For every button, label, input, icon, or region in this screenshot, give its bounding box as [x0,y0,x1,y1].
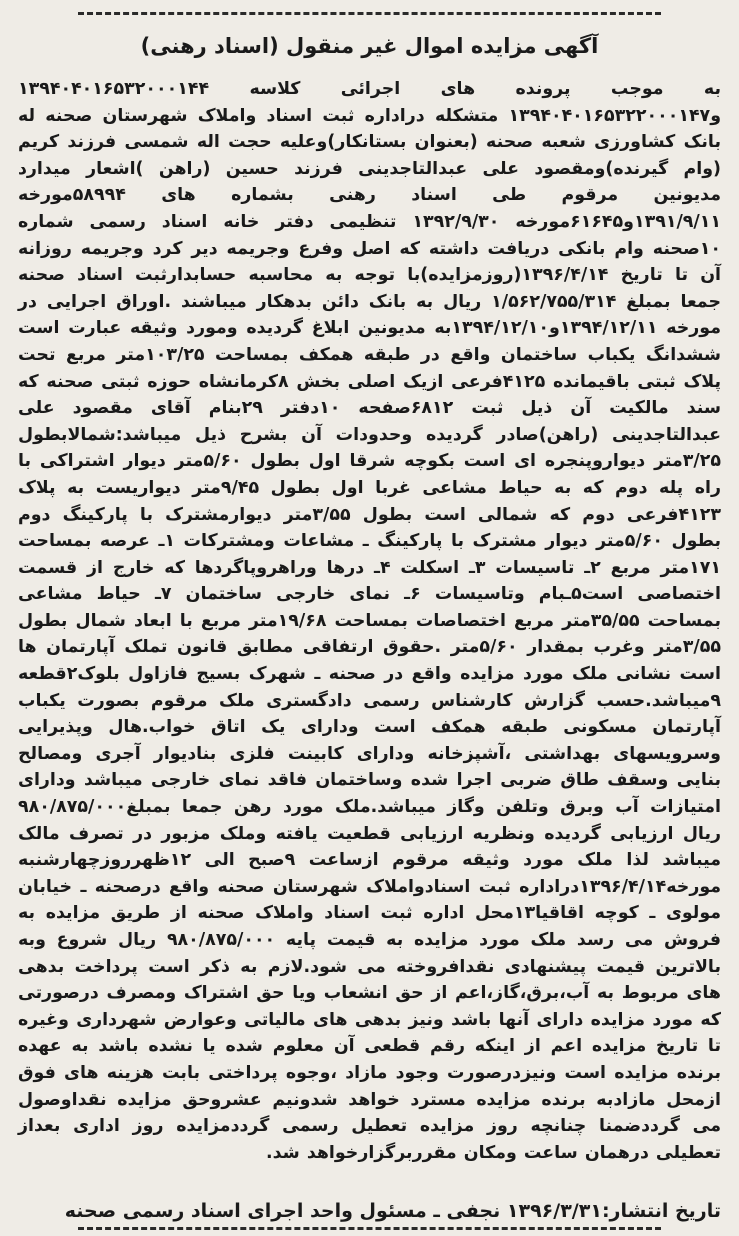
notice-footer: تاریخ انتشار:۱۳۹۶/۳/۳۱ نجفی ـ مسئول واحد اجرای اسناد رسمی صحنه [64,1200,721,1222]
notice-title: آگهی مزایده اموال غیر منقول (اسناد رهنی) [140,34,599,58]
bottom-dashed-border [78,1227,661,1230]
top-dashed-border [78,12,661,15]
notice-body: به موجب پرونده های اجرائی کلاسه ۱۳۹۴۰۴۰۱۶۵۳۲۰۰۰۱۴۴ و۱۳۹۴۰۴۰۱۶۵۳۲۲۰۰۰۱۴۷ متشکله دراداره ثبت اسناد واملاک شهرستان صحنه له بانک کشاورزی شعبه صحنه (بعنوان بستانکار)وعلیه حجت اله شمسی فرزند کریم (وام گیرنده)ومقصود علی عبدالتاجدینی فرزند حسین (راهن )اشعار میدارد مدیونین مرقوم طی اسناد رهنی بشماره های ۵۸۹۹۴مورخه ۱۳۹۱/۹/۱۱و۶۱۶۴۵مورخه ۱۳۹۲/۹/۳۰ تنظیمی دفتر خانه اسناد رسمی شماره ۱۰صحنه وام بانکی دریافت داشته که اصل وفرع وجریمه دیر کرد وجریمه روزانه آن تا تاریخ ۱۳۹۶/۴/۱۴(روزمزایده)با توجه به محاسبه حسابدارثبت اسناد صحنه جمعا بمبلغ ۱/۵۶۲/۷۵۵/۳۱۴ ریال به بانک دائن بدهکار میباشند .اوراق اجرایی در مورخه ۱۳۹۴/۱۲/۱۱و۱۳۹۴/۱۲/۱۰به مدیونین ابلاغ گردیده ومورد وثیقه عبارت است ششدانگ یکباب ساختمان واقع در طبقه همکف بمساحت ۱۰۳/۲۵متر مربع تحت پلاک ثبتی باقیمانده ۴۱۲۵فرعی ازیک اصلی بخش ۸کرمانشاه حوزه ثبتی صحنه که سند مالکیت آن ذیل ثبت ۶۸۱۲صفحه ۱۰دفتر ۲۹بنام آقای مقصود علی عبدالتاجدینی (راهن)صادر گردیده وحدودات آن بشرح ذیل میباشد:شمالابطول ۳/۲۵متر دیواروپنجره ای است بکوچه شرقا اول بطول ۵/۶۰متر دیوار اشتراکی با راه پله دوم که به حیاط مشاعی غربا اول بطول ۹/۴۵متر دیواریست به پلاک ۴۱۲۳فرعی دوم که شمالی است بطول ۳/۵۵متر دیوارمشترک با پارکینگ دوم بطول ۵/۶۰متر دیوار مشترک با پارکینگ ـ مشاعات ومشترکات ۱ـ عرصه بمساحت ۱۷۱متر مربع ۲ـ تاسیسات ۳ـ اسکلت ۴ـ درها وراهروپاگردها که خارج از قسمت اختصاصی است۵ـبام وتاسیسات ۶ـ نمای خارجی ساختمان ۷ـ حیاط مشاعی بمساحت ۳۵/۵۵متر مربع اختصاصات بمساحت ۱۹/۶۸متر مربع با ابعاد شمال بطول ۳/۵۵متر وغرب بمقدار ۵/۶۰متر .حقوق ارتفاقی مطابق قانون تملک آپارتمان ها است نشانی ملک مورد مزایده واقع در صحنه ـ شهرک بسیج فازاول بلوک۲قطعه ۹میباشد.حسب گزارش کارشناس رسمی دادگستری ملک مرقوم بصورت یکباب آپارتمان مسکونی طبقه همکف است ودارای یک اتاق خواب.هال وپذیرایی وسرویسهای بهداشتی ،آشپزخانه ودارای کابینت فلزی بنادیوار آجری ومصالح بنایی وسقف طاق ضربی اجرا شده وساختمان فاقد نمای خارجی میباشد ودارای امتیازات آب وبرق وتلفن وگاز میباشد.ملک مورد رهن جمعا بمبلغ۹۸۰/۸۷۵/۰۰۰ ریال ارزیابی گردیده ونظریه ارزیابی قطعیت یافته وملک مزبور در تصرف مالک میباشد لذا ملک مورد وثیقه مرقوم ازساعت ۹صبح الی ۱۲ظهرروزچهارشنبه مورخه۱۳۹۶/۴/۱۴دراداره ثبت اسنادواملاک شهرستان صحنه واقع درصحنه ـ خیابان مولوی ـ کوچه اقاقیا۱۳محل اداره ثبت اسناد واملاک صحنه از طریق مزایده به فروش می رسد ملک مورد مزایده به قیمت پایه ۹۸۰/۸۷۵/۰۰۰ ریال شروع وبه بالاترین قیمت پیشنهادی نقدافروخته می شود.لازم به ذکر است پرداخت بدهی های مربوط به آب،برق،گاز،اعم از حق انشعاب ویا حق اشتراک ومصرف درصورتی که مورد مزایده دارای آنها باشد ونیز بدهی های مالیاتی وعوارض شهرداری وغیره تا تاریخ مزایده اعم از اینکه رقم قطعی آن معلوم شده یا نشده باشد به عهده برنده مزایده است ونیزدرصورت وجود مازاد ،وجوه پرداختی بابت هزینه های فوق ازمحل مازادبه برنده مزایده مسترد خواهد شدونیم عشروحق مزایده نقداوصول می گرددضمنا چنانچه روز مزایده تعطیل رسمی گرددمزایده روز اداری بعداز تعطیلی درهمان ساعت ومکان مقرربرگزارخواهد شد. [18,79,722,1163]
